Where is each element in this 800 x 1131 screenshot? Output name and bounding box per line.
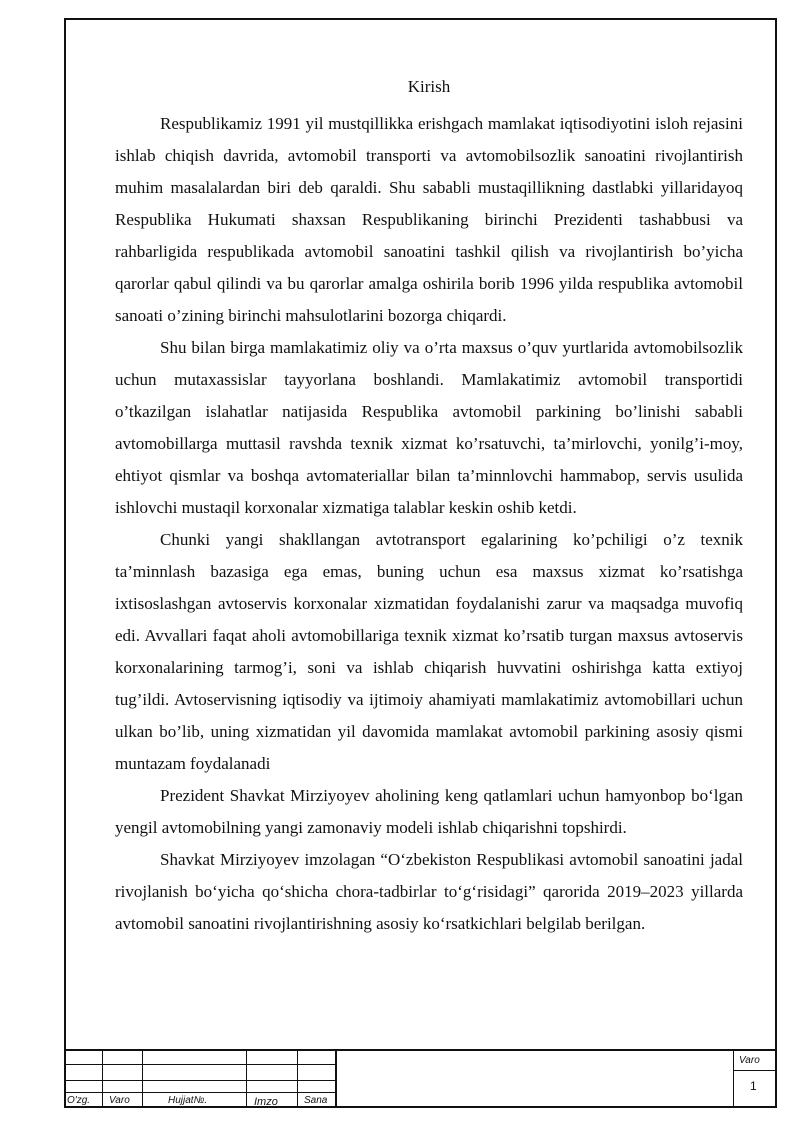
- stamp-label-signature: Imzo: [254, 1096, 278, 1108]
- stamp-col-divider: [733, 1051, 734, 1108]
- stamp-col-divider: [142, 1051, 143, 1108]
- paragraph: Chunki yangi shakllangan avtotransport egalarining ko’pchiligi o’z texnik ta’minnlash bazasiga ega emas, buning uchun esa maxsus xizmat ko’rsatishga ixtisoslashgan avtoservis korxonalar xizmatidan foydalanishi zarur va maqsadga muvofiq edi. Avvallari faqat aholi avtomobillariga texnik xizmat ko’rsatib turgan maxsus avtoservis korxonalarining tarmog’i, soni va ishlab chiqarish huvvatini oshirishga katta extiyoj tug’ildi. Avtoservisning iqtisodiy va ijtimoiy ahamiyati mamlakatimiz avtomobillari uchun ulkan bo’lib, uning xizmatidan yil davomida mamlakat avtomobil parkining asosiy qismi muntazam foydalanadi: [115, 530, 743, 773]
- paragraph: Prezident Shavkat Mirziyoyev aholining keng qatlamlari uchun hamyonbop bo‘lgan yengil avtomobilning yangi zamonaviy modeli ishlab chiqarishni topshirdi.: [115, 786, 743, 837]
- document-title: Kirish: [407, 77, 451, 96]
- document-body: [115, 76, 743, 940]
- stamp-row-divider: [733, 1070, 777, 1071]
- stamp-label-sheet: Varo: [109, 1095, 130, 1106]
- page-number: 1: [750, 1079, 757, 1093]
- stamp-row-divider: [64, 1064, 336, 1065]
- paragraph: Shu bilan birga mamlakatimiz oliy va o’rta maxsus o’quv yurtlarida avtomobilsozlik uchun mutaxassislar tayyorlana boshlandi. Mamlakatimiz avtomobil transportidi o’tkazilgan islahatlar natijasida Respublika avtomobil parkining bo’linishi sababli avtomobillarga muttasil ravshda texnik xizmat ko’rsatuvchi, ta’mirlovchi, yonilg’i-moy, ehtiyot qismlar va boshqa avtomateriallar bilan ta’minnlovchi hammabop, servis usulida ishlovchi mustaqil korxonalar xizmatiga talablar keskin oshib ketdi.: [115, 338, 743, 517]
- stamp-col-divider: [297, 1051, 298, 1108]
- stamp-col-divider: [335, 1051, 337, 1108]
- paragraph: Shavkat Mirziyoyev imzolagan “O‘zbekiston Respublikasi avtomobil sanoatini jadal rivojlanish bo‘yicha qo‘shicha chora-tadbirlar to‘g‘risidagi” qarorida 2019–2023 yillarda avtomobil sanoatini rivojlantirishning asosiy ko‘rsatkichlari belgilab berilgan.: [115, 850, 743, 933]
- stamp-sheet-label: Varo: [739, 1055, 760, 1066]
- paragraph: Respublikamiz 1991 yil mustqillikka erishgach mamlakat iqtisodiyotini isloh rejasini ishlab chiqish davrida, avtomobil transporti va avtomobilsozlik sanoatini rivojlantirish muhim masalalardan biri deb qaraldi. Shu sababli mustaqillikning dastlabki yillaridayoq Respublika Hukumati shaxsan Respublikaning birinchi Prezidenti tashabbusi va rahbarligida respublikada avtomobil sanoatini tashkil qilish va rivojlantirish bo’yicha qarorlar qabul qilindi va bu qarorlar amalga oshirila borib 1996 yilda respublika avtomobil sanoati o’zining birinchi mahsulotlarini bozorga chiqardi.: [115, 114, 743, 325]
- stamp-label-changes: O'zg.: [67, 1095, 91, 1106]
- title-block-stamp: [64, 1049, 777, 1108]
- stamp-row-divider: [64, 1080, 336, 1081]
- stamp-row-divider: [64, 1092, 336, 1093]
- stamp-col-divider: [246, 1051, 247, 1108]
- stamp-label-date: Sana: [304, 1095, 328, 1106]
- stamp-col-divider: [102, 1051, 103, 1108]
- stamp-label-document-no: Hujjat№.: [168, 1095, 208, 1106]
